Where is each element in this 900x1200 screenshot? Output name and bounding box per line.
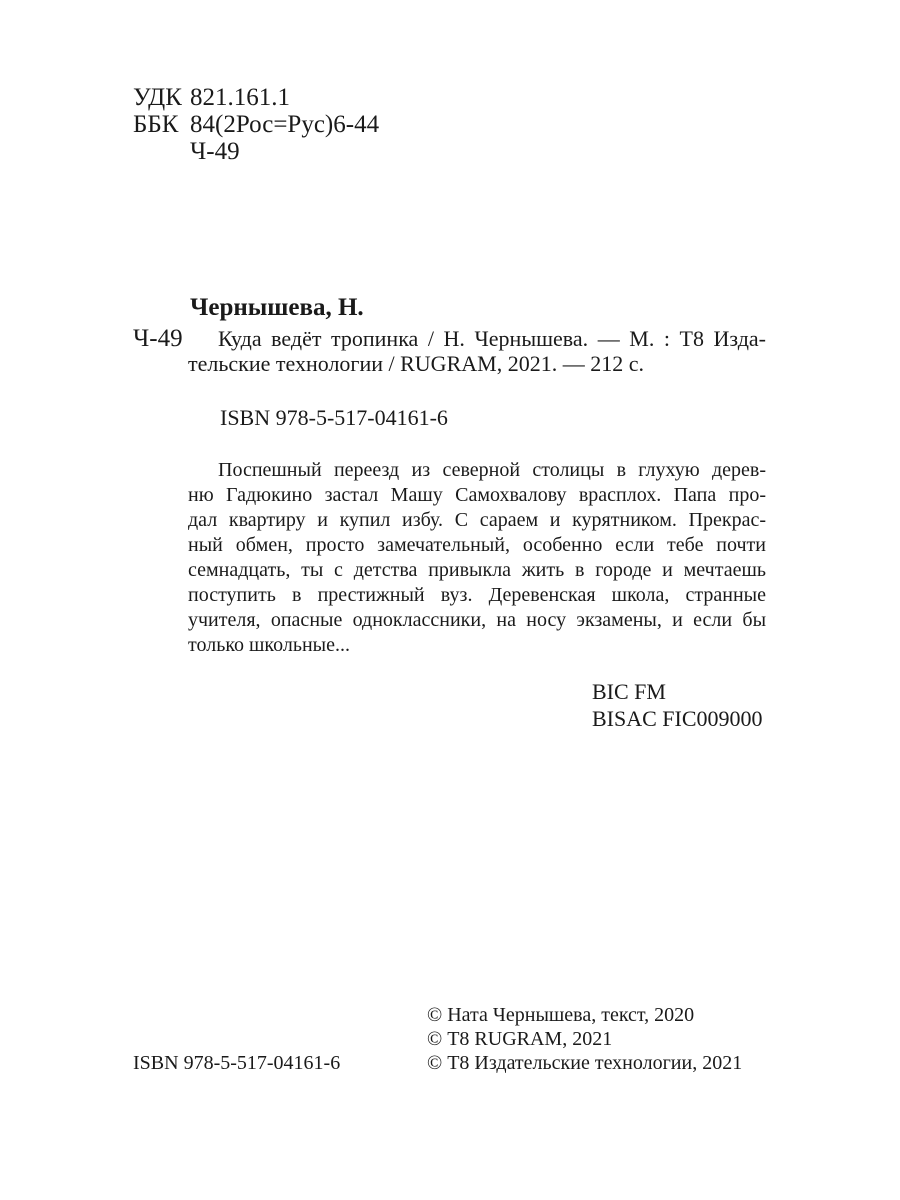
annotation (188, 458, 766, 658)
author-heading: Чернышева, Н. (190, 294, 364, 321)
bibliographic-description (188, 326, 766, 376)
bisac-code: BISAC FIC009000 (592, 706, 763, 731)
annotation-line: только школьные... (188, 634, 350, 656)
call-number: Ч-49 (133, 325, 183, 352)
udk-label: УДК (133, 84, 182, 111)
bic-code: BIC FM (592, 679, 666, 704)
annotation-line: поступить в престижный вуз. Деревенская школа, странные (188, 584, 766, 606)
udk-value: 821.161.1 (190, 84, 290, 111)
copyright-block (427, 1003, 742, 1075)
bbk-label: ББК (133, 111, 179, 138)
annotation-line: дал квартиру и купил избу. С сараем и курятником. Прекрас- (188, 509, 766, 531)
copyright-line: © Т8 Издательские технологии, 2021 (427, 1052, 743, 1074)
isbn-main: ISBN 978-5-517-04161-6 (220, 405, 448, 430)
biblio-line: тельские технологии / RUGRAM, 2021. — 212 с. (188, 351, 644, 376)
annotation-line: ню Гадюкино застал Машу Самохвалову врасплох. Папа про- (188, 484, 766, 506)
annotation-line: ный обмен, просто замечательный, особенно если тебе почти (188, 534, 766, 556)
copyright-line: © Ната Чернышева, текст, 2020 (427, 1004, 695, 1026)
biblio-line: Куда ведёт тропинка / Н. Чернышева. — М. : Т8 Изда- (218, 326, 766, 351)
annotation-line: семнадцать, ты с детства привыкла жить в городе и мечтаешь (188, 559, 766, 581)
bbk-value: 84(2Рос=Рус)6-44 (190, 111, 380, 138)
annotation-line: учителя, опасные одноклассники, на носу экзамены, и если бы (188, 609, 766, 631)
annotation-line: Поспешный переезд из северной столицы в глухую дерев- (218, 459, 766, 481)
copyright-line: © Т8 RUGRAM, 2021 (427, 1028, 613, 1050)
isbn-footer: ISBN 978-5-517-04161-6 (133, 1052, 341, 1074)
author-sign-value: Ч-49 (190, 138, 240, 165)
